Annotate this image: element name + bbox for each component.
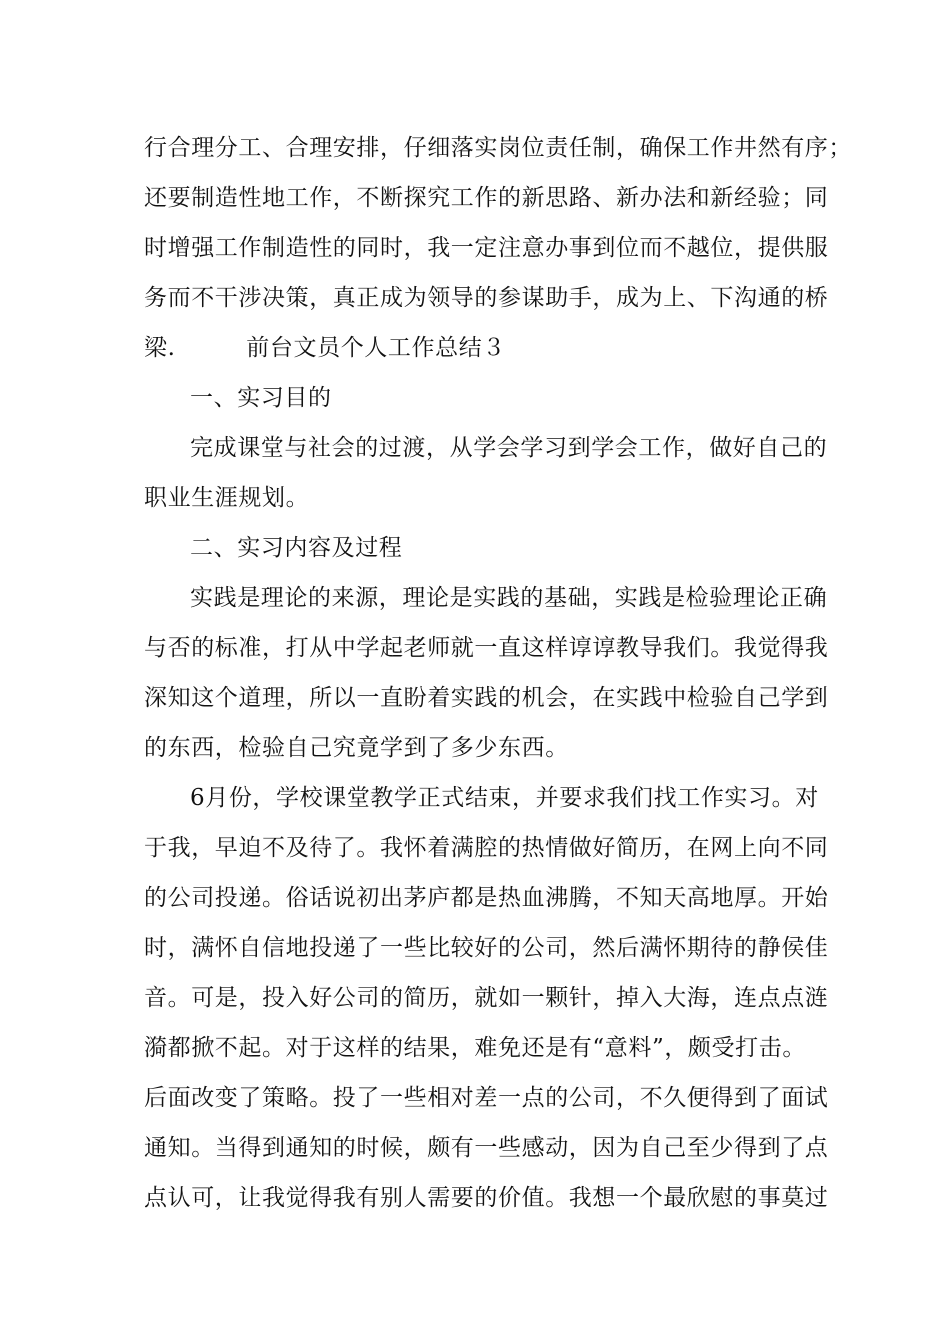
text-line: 音。可是，投入好公司的简历，就如一颗针，掉入大海，连点点涟 [144, 985, 829, 1011]
document-body [144, 123, 852, 1223]
text-line: 还要制造性地工作，不断探究工作的新思路、新办法和新经验；同 [144, 185, 829, 211]
text-line: 于我，早迫不及待了。我怀着满腔的热情做好简历，在网上向不同 [144, 835, 829, 861]
paragraph-start-line: 6月份，学校课堂教学正式结束，并要求我们找工作实习。对 [190, 785, 819, 811]
section-heading: 一、实习目的 [190, 385, 332, 411]
text-line-with-heading: 梁. 前台文员个人工作总结３ [144, 335, 506, 361]
text-line: 行合理分工、合理安排，仔细落实岗位责任制，确保工作井然有序； [144, 135, 852, 161]
text-line: 时增强工作制造性的同时，我一定注意办事到位而不越位，提供服 [144, 235, 829, 261]
text-line: 后面改变了策略。投了一些相对差一点的公司，不久便得到了面试 [144, 1085, 829, 1111]
text-line: 点认可，让我觉得我有别人需要的价值。我想一个最欣慰的事莫过 [144, 1185, 829, 1211]
text-line: 漪都掀不起。对于这样的结果，难免还是有“意料”，颇受打击。 [144, 1035, 806, 1061]
text-line: 职业生涯规划。 [144, 485, 310, 511]
text-line: 务而不干涉决策，真正成为领导的参谋助手，成为上、下沟通的桥 [144, 285, 829, 311]
paragraph-start-line: 完成课堂与社会的过渡，从学会学习到学会工作，做好自己的 [190, 435, 828, 461]
paragraph-start-line: 实践是理论的来源，理论是实践的基础，实践是检验理论正确 [190, 585, 828, 611]
text-line: 深知这个道理，所以一直盼着实践的机会，在实践中检验自己学到 [144, 685, 829, 711]
section-heading: 二、实习内容及过程 [190, 535, 403, 561]
text-line: 与否的标准，打从中学起老师就一直这样谆谆教导我们。我觉得我 [144, 635, 829, 661]
text-line: 的东西，检验自己究竟学到了多少东西。 [144, 735, 569, 761]
text-line: 通知。当得到通知的时候，颇有一些感动，因为自己至少得到了点 [144, 1135, 829, 1161]
text-line: 的公司投递。俗话说初出茅庐都是热血沸腾，不知天高地厚。开始 [144, 885, 829, 911]
text-line: 时，满怀自信地投递了一些比较好的公司，然后满怀期待的静侯佳 [144, 935, 829, 961]
